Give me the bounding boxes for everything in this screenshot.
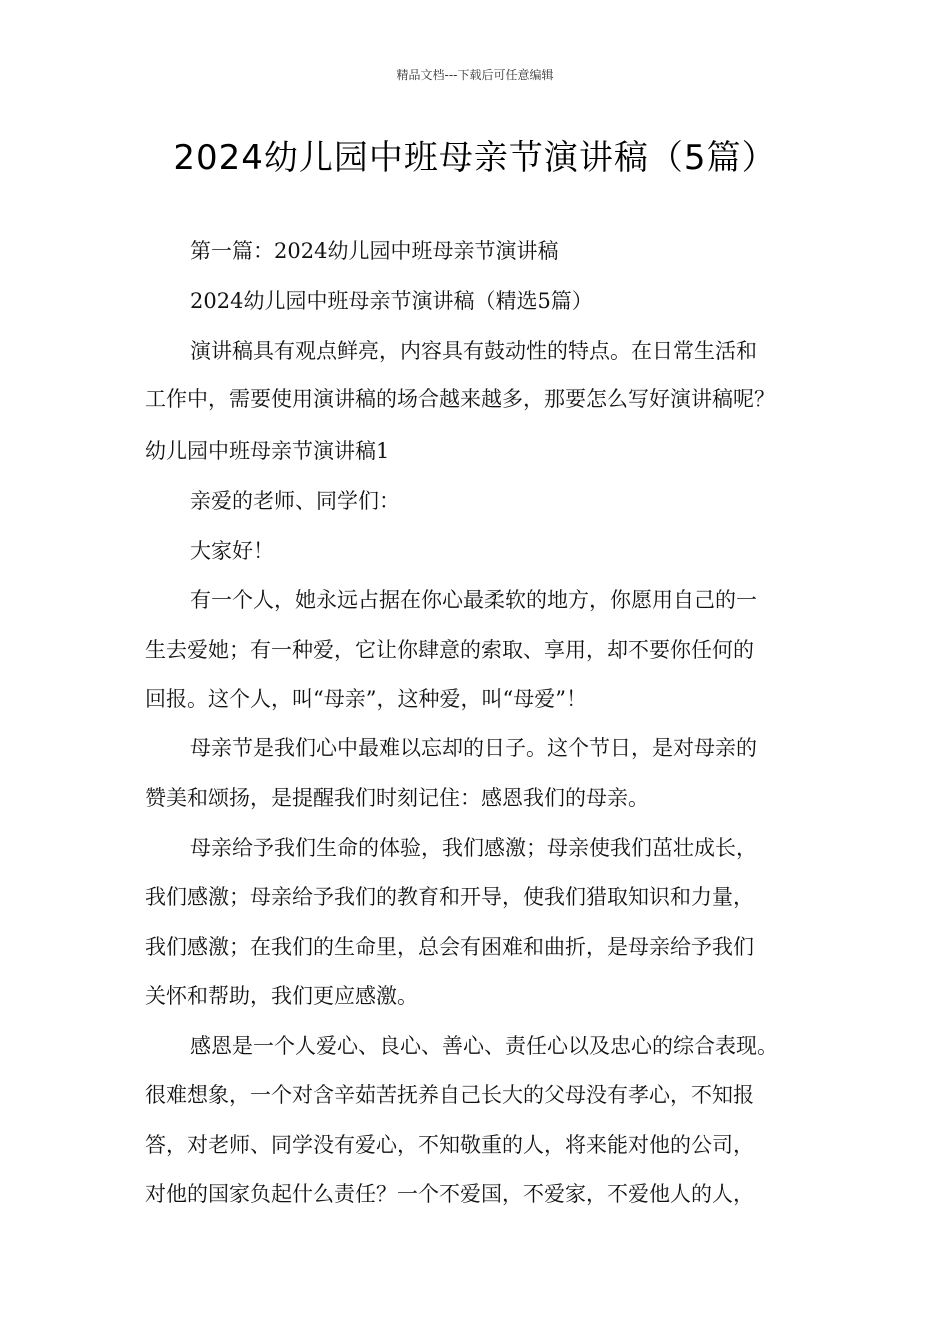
text-line: 幼儿园中班母亲节演讲稿1 bbox=[145, 439, 390, 463]
text-line: 大家好！ bbox=[190, 539, 274, 563]
text-line: 母亲节是我们心中最难以忘却的日子。这个节日，是对母亲的 bbox=[190, 736, 757, 760]
text-line: 工作中，需要使用演讲稿的场合越来越多，那要怎么写好演讲稿呢？ bbox=[145, 387, 775, 411]
text-line: 第一篇：2024幼儿园中班母亲节演讲稿 bbox=[190, 239, 559, 263]
text-line: 关怀和帮助，我们更应感激。 bbox=[145, 984, 418, 1008]
text-line: 2024幼儿园中班母亲节演讲稿（精选5篇） bbox=[190, 289, 593, 313]
text-line: 母亲给予我们生命的体验，我们感激；母亲使我们茁壮成长， bbox=[190, 836, 757, 860]
text-line: 我们感激；在我们的生命里，总会有困难和曲折，是母亲给予我们 bbox=[145, 935, 754, 959]
text-line: 回报。这个人，叫“母亲”，这种爱，叫“母爱”！ bbox=[145, 687, 587, 711]
text-line: 生去爱她；有一种爱，它让你肆意的索取、享用，却不要你任何的 bbox=[145, 638, 754, 662]
text-line: 赞美和颂扬，是提醒我们时刻记住：感恩我们的母亲。 bbox=[145, 786, 649, 810]
document-title: 2024幼儿园中班母亲节演讲稿（5篇） bbox=[173, 138, 777, 178]
text-line: 感恩是一个人爱心、良心、善心、责任心以及忠心的综合表现。 bbox=[190, 1034, 778, 1058]
text-line: 很难想象，一个对含辛茹苦抚养自己长大的父母没有孝心，不知报 bbox=[145, 1083, 754, 1107]
text-line: 答，对老师、同学没有爱心，不知敬重的人，将来能对他的公司， bbox=[145, 1133, 754, 1157]
text-line: 对他的国家负起什么责任？一个不爱国，不爱家，不爱他人的人， bbox=[145, 1182, 754, 1206]
text-line: 演讲稿具有观点鲜亮，内容具有鼓动性的特点。在日常生活和 bbox=[190, 339, 757, 363]
text-line: 亲爱的老师、同学们： bbox=[190, 489, 400, 513]
text-line: 有一个人，她永远占据在你心最柔软的地方，你愿用自己的一 bbox=[190, 588, 757, 612]
text-line: 我们感激；母亲给予我们的教育和开导，使我们猎取知识和力量， bbox=[145, 885, 754, 909]
header-note: 精品文档---下载后可任意编辑 bbox=[396, 68, 554, 82]
